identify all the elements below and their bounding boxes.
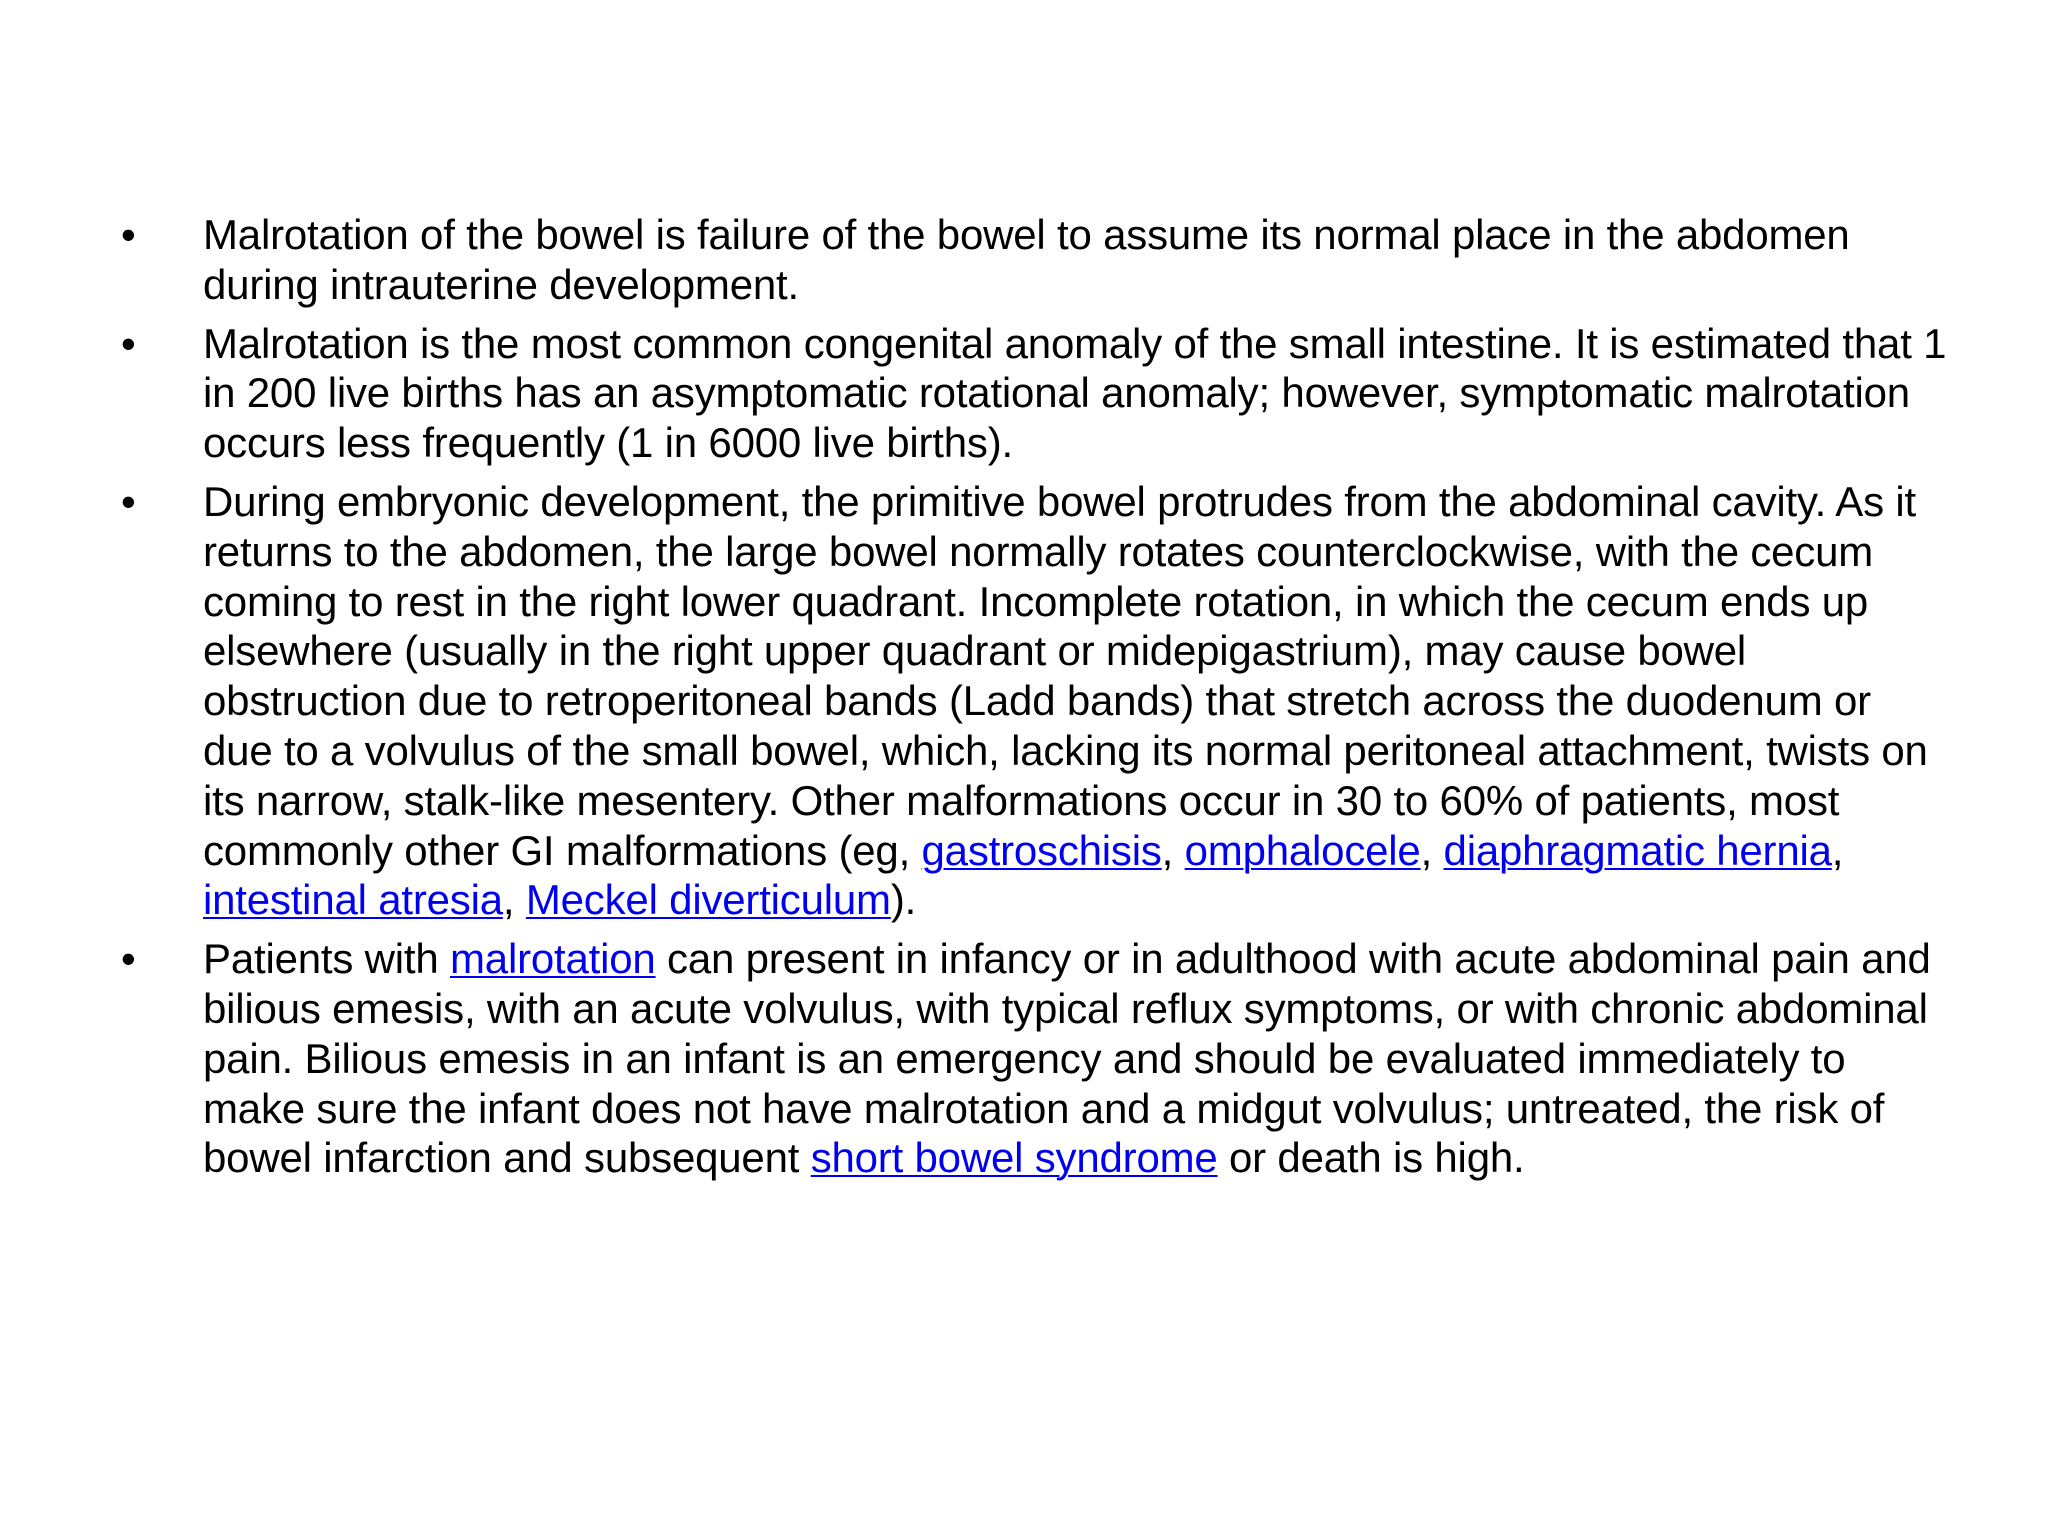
text-segment: ,: [1831, 826, 1844, 874]
bullet-dot: •: [121, 319, 136, 367]
bullet-text: [203, 478, 1928, 923]
text-segment: ).: [890, 876, 917, 924]
bullet-item: [117, 319, 1947, 468]
text-segment: Patients with: [203, 935, 450, 983]
text-segment: Malrotation of the bowel is failure of the bowel to assume its normal place in the abdomen during intrauterine development.: [203, 211, 1850, 308]
bullet-list: [117, 210, 1947, 1192]
bullet-text: [203, 320, 1946, 467]
bullet-dot: •: [121, 477, 136, 525]
bullet-item: [117, 477, 1947, 925]
link-intestinal-atresia[interactable]: intestinal atresia: [203, 876, 503, 924]
text-segment: ,: [1420, 826, 1444, 874]
text-segment: ,: [502, 876, 526, 924]
link-malrotation[interactable]: malrotation: [450, 935, 656, 983]
bullet-text: [203, 935, 1931, 1181]
link-gastroschisis[interactable]: gastroschisis: [921, 826, 1162, 874]
link-meckel-diverticulum[interactable]: Meckel diverticulum: [525, 876, 891, 924]
link-omphalocele[interactable]: omphalocele: [1184, 826, 1421, 874]
text-segment: can present in infancy or in adulthood with acute abdominal pain and bilious emesis, with an acute volvulus, with typical reflux symptoms, or with chronic abdominal pain. Bilious emesis in an infant is an emergency and should be evaluated immediately to make sure the infant does not have malrotation and a midgut volvulus; untreated, the risk of bowel infarction and subsequent: [203, 935, 1931, 1182]
bullet-text: [203, 211, 1850, 308]
link-short-bowel-syndrome[interactable]: short bowel syndrome: [810, 1134, 1218, 1182]
text-segment: Malrotation is the most common congenital anomaly of the small intestine. It is estimated that 1 in 200 live births has an asymptomatic rotational anomaly; however, symptomatic malrotation occurs less frequently (1 in 6000 live births).: [203, 319, 1947, 467]
bullet-item: [117, 210, 1947, 310]
text-segment: During embryonic development, the primitive bowel protrudes from the abdominal cavity. As it returns to the abdomen, the large bowel normally rotates counterclockwise, with the cecum coming to rest in the right lower quadrant. Incomplete rotation, in which the cecum ends up elsewhere (usually in the right upper quadrant or midepigastrium), may cause bowel obstruction due to retroperitoneal bands (Ladd bands) that stretch across the duodenum or due to a volvulus of the small bowel, which, lacking its normal peritoneal attachment, twists on its narrow, stalk-like mesentery. Other malformations occur in 30 to 60% of patients, most commonly other GI malformations (eg,: [203, 477, 1928, 874]
link-diaphragmatic-hernia[interactable]: diaphragmatic hernia: [1443, 826, 1832, 874]
text-segment: or death is high.: [1217, 1134, 1525, 1182]
bullet-dot: •: [121, 935, 136, 983]
bullet-dot: •: [121, 211, 136, 258]
text-segment: ,: [1161, 826, 1185, 874]
bullet-item: [117, 934, 1947, 1183]
